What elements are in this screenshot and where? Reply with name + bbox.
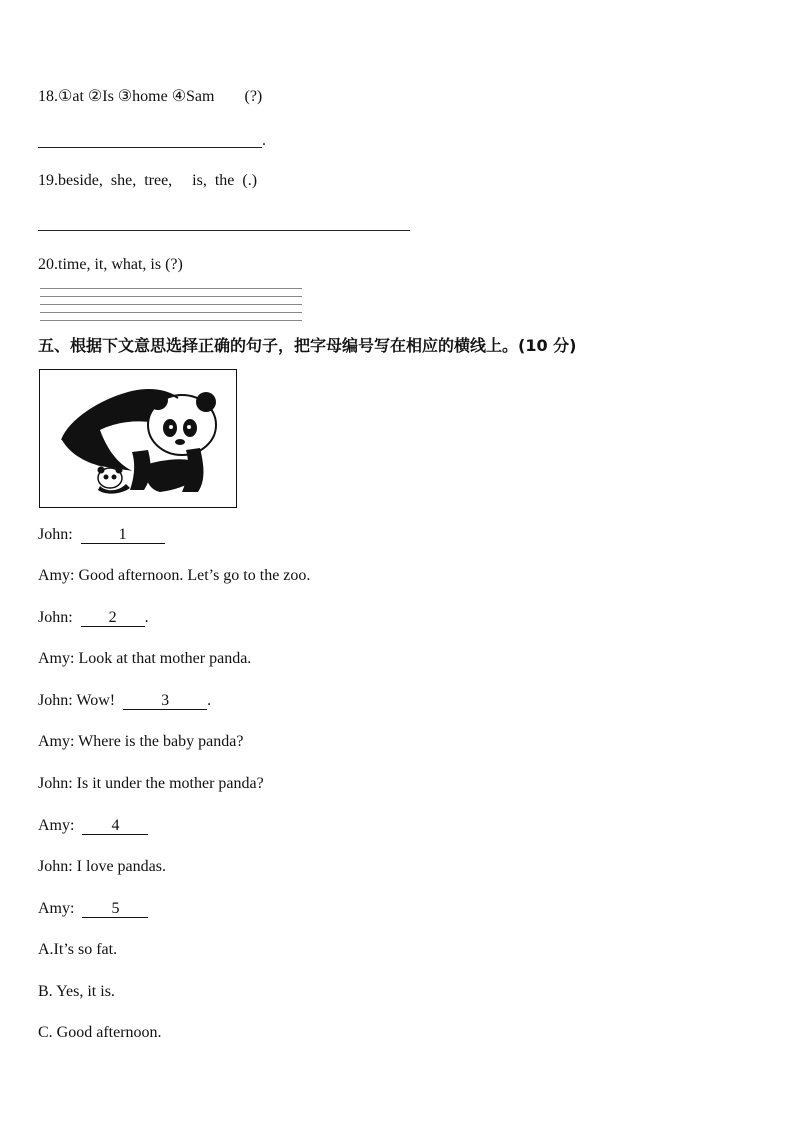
option-c: C. Good afternoon. [38,1024,162,1041]
option-a: A.It’s so fat. [38,941,118,958]
dialogue-line-7 [38,774,264,794]
dialogue-text: Where is the baby panda? [78,733,244,750]
dialogue-line-6 [38,732,243,752]
dialogue-line-10 [38,899,148,919]
dialogue-line-8 [38,816,148,836]
section-5-title: 五、根据下文意思选择正确的句子，把字母编号写在相应的横线上。(10 分) [38,336,577,355]
speaker: Amy: [38,733,75,750]
q19-line: 19.beside, she, tree, is, the (.) [38,172,258,189]
speaker: Amy: [38,817,75,834]
q18-item-3: ③home [117,88,168,105]
option-b: B. Yes, it is. [38,983,115,1000]
panda-image [39,369,237,508]
speaker: John: [38,692,73,709]
speaker: John: [38,858,73,875]
dialogue-text: Good afternoon. Let’s go to the zoo. [78,567,311,584]
q20-line: 20.time, it, what, is (?) [38,256,183,273]
dialogue-line-4 [38,649,251,669]
dialogue-line-1 [38,525,165,545]
dialogue-text: I love pandas. [76,858,166,875]
dialogue-text: Look at that mother panda. [78,650,252,667]
q18-item-4: ④Sam [171,88,215,105]
dialogue-pre: Wow! [76,692,116,709]
speaker: Amy: [38,650,75,667]
panda-illustration-icon [40,370,237,508]
q18-number: 18. [38,88,58,105]
q18-line [38,87,262,107]
dialogue-line-2 [38,566,310,586]
q18-punct: (?) [244,88,263,105]
speaker: Amy: [38,567,75,584]
speaker: John: [38,526,73,543]
speaker: John: [38,775,73,792]
answer-blank-4[interactable]: 4 [82,818,148,835]
answer-blank-5[interactable]: 5 [82,901,148,918]
q18-item-1: ①at [58,88,84,105]
dialogue-line-5: John: Wow! 3 . [38,692,212,709]
q18-item-2: ②Is [87,88,114,105]
answer-blank-1[interactable]: 1 [81,527,165,544]
answer-blank-3[interactable]: 3 [123,693,207,710]
dialogue-line-3: John: 2 . [38,609,149,626]
q18-answer-line[interactable] [38,147,262,148]
dialogue-text: Is it under the mother panda? [76,775,264,792]
q19-answer-line[interactable] [38,230,410,231]
speaker: John: [38,609,73,626]
q18-answer-end: . [262,132,266,149]
dialogue-line-9 [38,857,166,877]
answer-blank-2[interactable]: 2 [81,610,145,627]
speaker: Amy: [38,900,75,917]
